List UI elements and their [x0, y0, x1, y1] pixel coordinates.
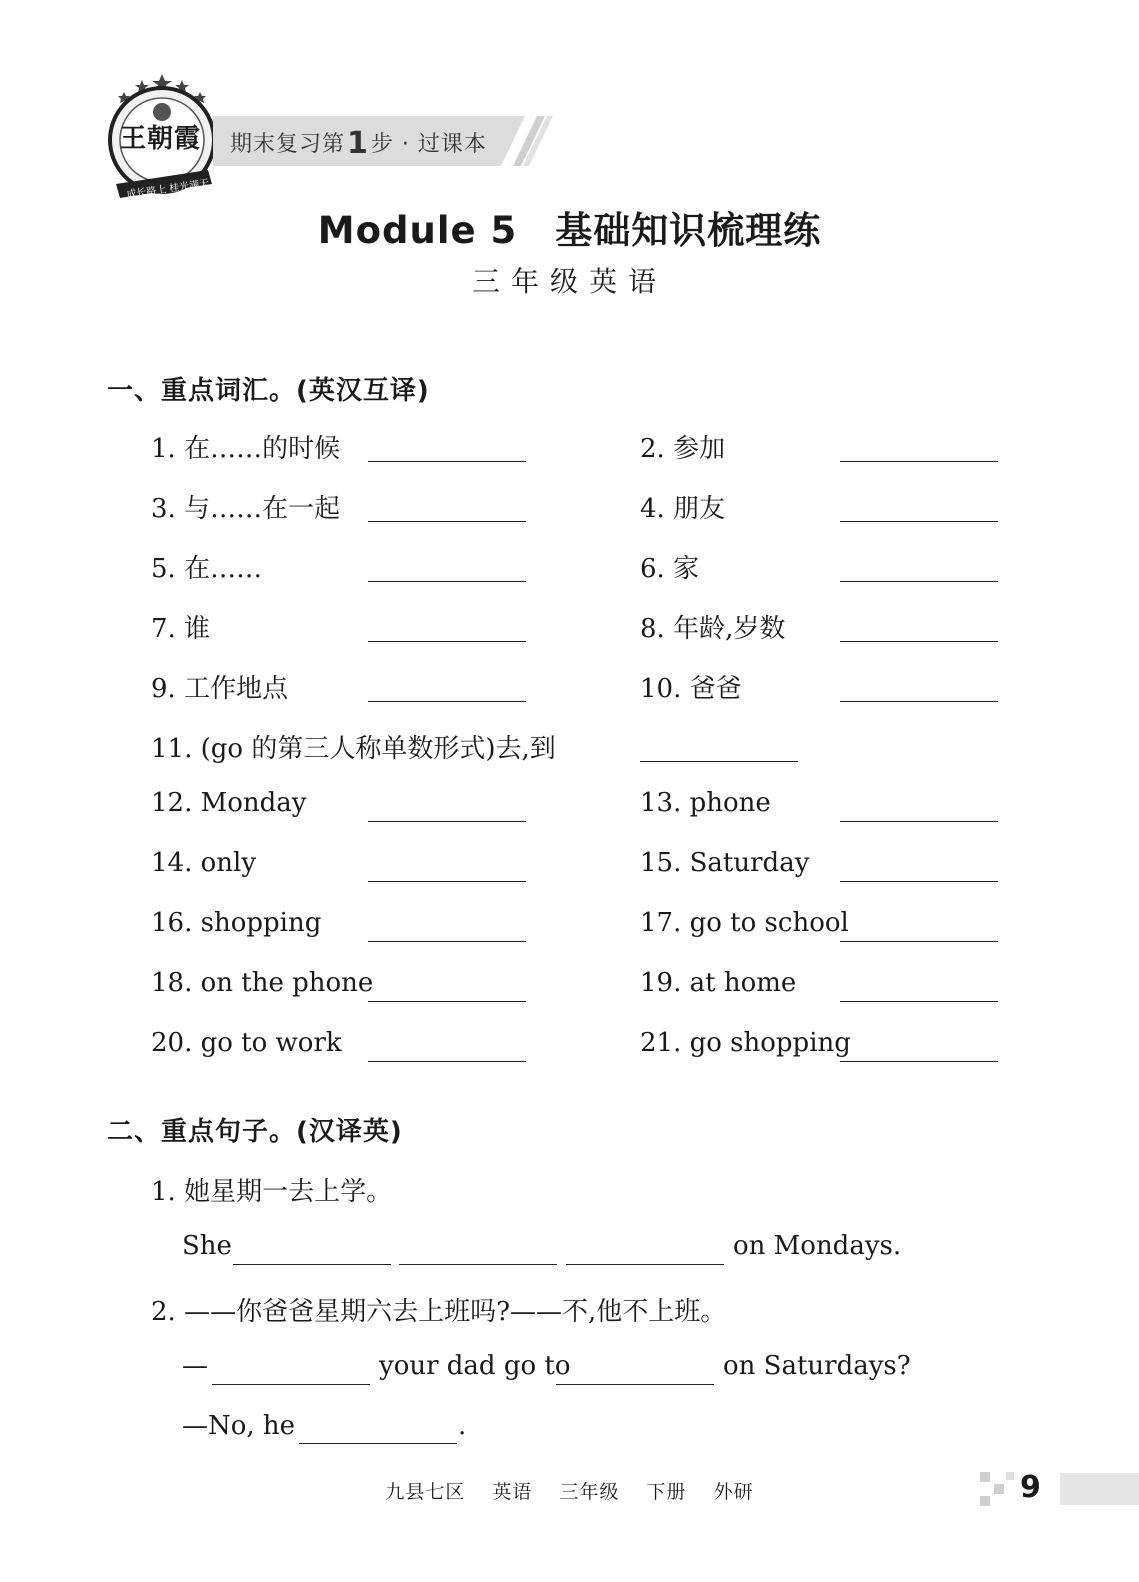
answer-blank[interactable]: [840, 941, 998, 942]
vocab-item: 10. 爸爸: [640, 674, 742, 704]
page-number-bar: [1060, 1473, 1139, 1505]
vocab-item: 11. (go 的第三人称单数形式)去,到: [151, 734, 556, 764]
vocab-item: 8. 年龄,岁数: [640, 614, 786, 644]
vocab-item: 4. 朋友: [640, 494, 726, 524]
answer-blank[interactable]: [399, 1264, 557, 1265]
vocab-item: 13. phone: [640, 788, 771, 818]
vocab-item: 6. 家: [640, 554, 700, 584]
answer-blank[interactable]: [368, 881, 526, 882]
sentence-prompt-1: 1. 她星期一去上学。: [151, 1177, 393, 1207]
sentence-prompt-2: 2. ——你爸爸星期六去上班吗?——不,他不上班。: [151, 1297, 727, 1327]
answer-blank[interactable]: [368, 941, 526, 942]
answer-blank[interactable]: [840, 521, 998, 522]
answer-blank[interactable]: [840, 641, 998, 642]
answer-blank[interactable]: [233, 1264, 391, 1265]
answer-blank[interactable]: [640, 761, 798, 762]
section1-title: 一、重点词汇。(英汉互译): [107, 376, 430, 406]
vocab-item: 20. go to work: [151, 1028, 342, 1058]
vocab-item: 5. 在……: [151, 554, 263, 584]
answer-blank[interactable]: [840, 581, 998, 582]
answer-blank[interactable]: [368, 581, 526, 582]
footer-info: [0, 1477, 1139, 1504]
banner-step-number: 1: [347, 126, 369, 161]
answer-blank[interactable]: [368, 521, 526, 522]
header-banner-text: [230, 124, 487, 159]
answer-blank[interactable]: [368, 821, 526, 822]
vocab-item: 19. at home: [640, 968, 797, 998]
answer-blank[interactable]: [368, 701, 526, 702]
banner-pre: 期末复习第: [230, 132, 346, 157]
vocab-item: 15. Saturday: [640, 848, 810, 878]
sentence-on-saturdays: on Saturdays?: [723, 1351, 911, 1381]
footer-volume: 下册: [646, 1481, 687, 1503]
section2-title: 二、重点句子。(汉译英): [107, 1117, 403, 1147]
sentence-on-mondays: on Mondays.: [733, 1231, 902, 1261]
answer-blank[interactable]: [840, 821, 998, 822]
vocab-item: 18. on the phone: [151, 968, 374, 998]
answer-blank[interactable]: [840, 1001, 998, 1002]
answer-blank[interactable]: [840, 1061, 998, 1062]
answer-blank[interactable]: [368, 641, 526, 642]
answer-blank[interactable]: [368, 1001, 526, 1002]
sentence-no-he: —No, he: [182, 1411, 296, 1441]
answer-blank[interactable]: [368, 1061, 526, 1062]
sentence-your-dad: your dad go to: [379, 1351, 571, 1381]
answer-blank[interactable]: [566, 1264, 724, 1265]
page-subtitle: 三年级英语: [471, 265, 667, 298]
vocab-item: 16. shopping: [151, 908, 322, 938]
dialogue-dash: —: [182, 1351, 208, 1381]
vocab-item: 9. 工作地点: [151, 674, 289, 704]
footer-edition: 外研: [713, 1481, 754, 1503]
vocab-item: 12. Monday: [151, 788, 307, 818]
page-title: Module 5 基础知识梳理练: [317, 209, 822, 252]
footer-subject: 英语: [492, 1481, 533, 1503]
answer-blank[interactable]: [368, 461, 526, 462]
vocab-item: 2. 参加: [640, 434, 726, 464]
answer-blank[interactable]: [840, 881, 998, 882]
logo-slogan: 成长路上 桂光满天: [125, 178, 210, 201]
sentence-she: She: [182, 1231, 232, 1261]
sentence-period: .: [458, 1411, 467, 1441]
footer-region: 九县七区: [385, 1481, 466, 1503]
page-number: 9: [1020, 1470, 1041, 1505]
vocab-item: 17. go to school: [640, 908, 849, 938]
answer-blank[interactable]: [840, 461, 998, 462]
vocab-item: 14. only: [151, 848, 257, 878]
answer-blank[interactable]: [840, 701, 998, 702]
banner-post: 步 · 过课本: [370, 132, 487, 157]
answer-blank[interactable]: [299, 1443, 457, 1444]
vocab-item: 3. 与……在一起: [151, 494, 341, 524]
logo-wordmark: 王朝霞: [120, 124, 202, 154]
vocab-item: 1. 在……的时候: [151, 434, 341, 464]
page-corner-squares: [980, 1472, 1016, 1506]
answer-blank[interactable]: [212, 1384, 370, 1385]
footer-grade: 三年级: [559, 1481, 620, 1503]
vocab-item: 21. go shopping: [640, 1028, 851, 1058]
answer-blank[interactable]: [556, 1384, 714, 1385]
vocab-item: 7. 谁: [151, 614, 211, 644]
